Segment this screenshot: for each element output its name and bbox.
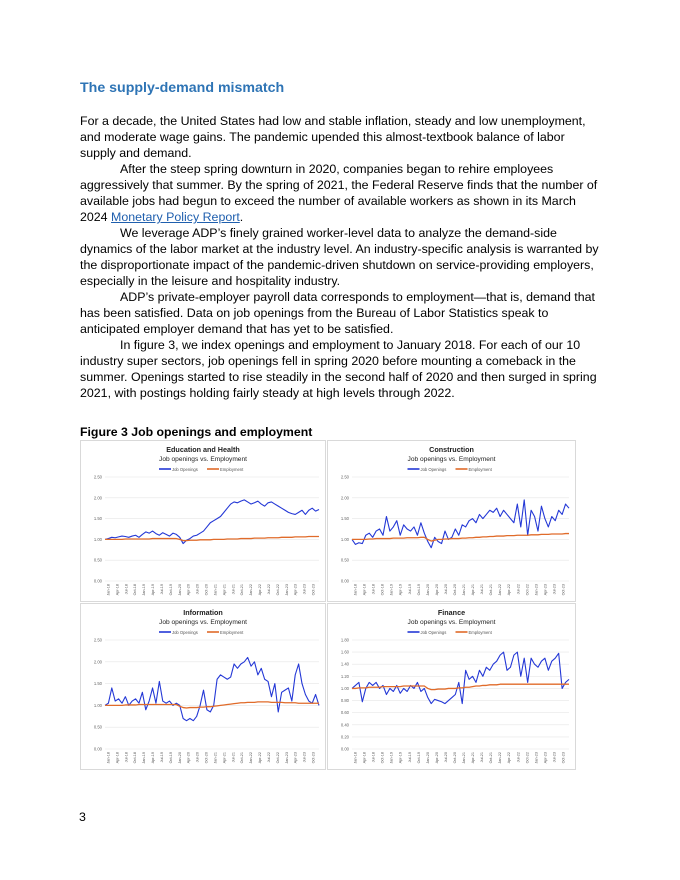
y-tick-label: 1.50 (340, 516, 349, 522)
x-tick-label: Jul-22 (516, 751, 521, 763)
legend-label-employment: Employment (468, 629, 492, 635)
series-line-employment (105, 536, 319, 540)
x-tick-label: Jan-21 (462, 751, 467, 764)
chart-title: Information (183, 608, 223, 617)
x-tick-label: Jul-23 (302, 584, 307, 595)
x-tick-label: Apr-23 (293, 584, 298, 596)
legend-label-employment: Employment (468, 466, 492, 472)
chart-finance (327, 603, 576, 770)
x-tick-label: Jul-20 (195, 752, 200, 763)
x-tick-label: Apr-21 (222, 752, 227, 764)
x-tick-label: Jan-18 (353, 751, 358, 764)
x-tick-label: Jul-18 (371, 751, 376, 763)
x-tick-label: Jan-18 (106, 584, 111, 596)
y-tick-label: 1.80 (340, 637, 349, 643)
x-tick-label: Jul-21 (480, 583, 485, 595)
x-tick-label: Oct-18 (133, 584, 138, 596)
y-tick-label: 2.50 (93, 474, 102, 480)
x-tick-label: Jul-22 (516, 583, 521, 595)
x-tick-label: Oct-20 (204, 751, 209, 764)
x-tick-label: Jan-20 (425, 751, 430, 764)
x-tick-label: Apr-20 (434, 584, 439, 596)
y-tick-label: 1.50 (93, 516, 102, 522)
x-tick-label: Apr-23 (543, 584, 548, 596)
series-line-employment (352, 534, 569, 541)
legend-label-openings: Job Openings (172, 629, 198, 635)
x-tick-label: Oct-20 (204, 583, 209, 596)
paragraph-2 (80, 161, 600, 225)
chart-subtitle: Job openings vs. Employment (159, 619, 247, 626)
x-tick-label: Jan-23 (534, 751, 539, 764)
chart-subtitle: Job openings vs. Employment (407, 619, 496, 626)
x-tick-label: Jan-22 (498, 584, 503, 596)
series-line-openings (352, 500, 569, 548)
x-tick-label: Oct-22 (275, 584, 280, 596)
x-tick-label: Jan-23 (284, 751, 289, 764)
y-tick-label: 2.50 (340, 474, 349, 480)
chart-title: Education and Health (166, 445, 240, 454)
legend-label-employment: Employment (220, 466, 244, 472)
x-tick-label: Oct-19 (168, 584, 173, 596)
y-tick-label: 1.40 (340, 661, 349, 667)
page-number: 3 (79, 810, 86, 824)
x-tick-label: Jul-20 (443, 584, 448, 595)
x-tick-label: Oct-23 (561, 584, 566, 596)
x-tick-label: Oct-19 (168, 752, 173, 764)
x-tick-label: Apr-22 (258, 751, 263, 764)
x-tick-label: Jul-19 (159, 584, 164, 595)
figure-caption: Figure 3 Job openings and employment (80, 425, 313, 439)
x-tick-label: Jan-20 (425, 583, 430, 596)
x-tick-label: Jan-20 (177, 583, 182, 596)
x-tick-label: Apr-23 (293, 752, 298, 764)
paragraph-2-text: After the steep spring downturn in 2020, companies began to rehire employees aggressively that summer. By the spring of 2021, the Federal Reserve finds that the number of available jobs had begun to exceed the number of available workers as shown in its March 2024 (80, 162, 598, 224)
x-tick-label: Apr-22 (507, 584, 512, 596)
x-tick-label: Apr-18 (115, 752, 120, 764)
y-tick-label: 2.00 (340, 495, 349, 501)
y-tick-label: 0.50 (93, 557, 102, 563)
x-tick-label: Apr-20 (434, 752, 439, 764)
x-tick-label: Jan-23 (284, 583, 289, 596)
x-tick-label: Oct-21 (240, 752, 245, 764)
x-tick-label: Jan-22 (249, 584, 254, 596)
y-tick-label: 1.00 (93, 702, 102, 708)
x-tick-label: Jul-21 (480, 751, 485, 763)
x-tick-label: Oct-22 (275, 752, 280, 764)
y-tick-label: 1.60 (340, 649, 349, 655)
x-tick-label: Oct-20 (452, 584, 457, 596)
x-tick-label: Jul-23 (302, 752, 307, 763)
x-tick-label: Apr-19 (398, 752, 403, 764)
x-tick-label: Jul-18 (371, 583, 376, 595)
x-tick-label: Oct-19 (416, 583, 421, 596)
x-tick-label: Oct-21 (240, 584, 245, 596)
x-tick-label: Apr-18 (362, 583, 367, 596)
x-tick-label: Apr-22 (507, 752, 512, 764)
monetary-policy-report-link[interactable]: Monetary Policy Report (111, 210, 240, 224)
chart-finance-svg (328, 604, 575, 769)
x-tick-label: Jan-19 (142, 752, 147, 764)
chart-education-health (80, 440, 326, 602)
x-tick-label: Jul-20 (443, 752, 448, 763)
x-tick-label: Apr-18 (115, 584, 120, 596)
legend-label-employment: Employment (220, 629, 244, 635)
x-tick-label: Apr-19 (151, 751, 156, 764)
x-tick-label: Oct-19 (416, 751, 421, 764)
y-tick-label: 0.50 (93, 724, 102, 730)
x-tick-label: Jan-21 (462, 583, 467, 596)
y-tick-label: 0.00 (340, 746, 349, 752)
chart-information (80, 603, 326, 770)
x-tick-label: Oct-22 (525, 751, 530, 764)
y-tick-label: 0.20 (340, 734, 349, 740)
x-tick-label: Jul-19 (407, 583, 412, 595)
x-tick-label: Jan-18 (353, 583, 358, 596)
x-tick-label: Oct-21 (489, 752, 494, 764)
x-tick-label: Apr-19 (398, 584, 403, 596)
series-line-openings (105, 657, 319, 720)
x-tick-label: Apr-23 (543, 752, 548, 764)
x-tick-label: Jul-23 (552, 752, 557, 763)
x-tick-label: Oct-18 (380, 584, 385, 596)
chart-title: Construction (429, 445, 474, 454)
paragraph-3: We leverage ADP’s finely grained worker-level data to analyze the demand-side dynamics of the labor market at the industry level. An industry-specific analysis is warranted by the disproportionate impact of the pandemic-driven shutdown on service-providing employers, especially in the leisure and hospitality industry. (80, 226, 599, 288)
x-tick-label: Jan-19 (389, 752, 394, 764)
x-tick-label: Oct-23 (561, 752, 566, 764)
x-tick-label: Oct-18 (380, 752, 385, 764)
x-tick-label: Jul-21 (231, 583, 236, 595)
y-tick-label: 0.50 (340, 557, 349, 563)
x-tick-label: Jan-19 (389, 584, 394, 596)
paragraph-1: For a decade, the United States had low and stable inflation, steady and low unemployment, and moderate wage gains. The pandemic upended this almost-textbook balance of labor supply and demand. (80, 114, 586, 160)
y-tick-label: 1.00 (340, 536, 349, 542)
chart-construction (327, 440, 576, 602)
y-tick-label: 0.60 (340, 710, 349, 716)
x-tick-label: Oct-23 (311, 751, 316, 764)
y-tick-label: 2.50 (93, 637, 102, 643)
y-tick-label: 2.00 (93, 659, 102, 665)
x-tick-label: Oct-20 (452, 752, 457, 764)
y-tick-label: 0.00 (340, 578, 349, 584)
x-tick-label: Jul-21 (231, 751, 236, 763)
y-tick-label: 0.00 (93, 746, 102, 752)
x-tick-label: Jan-23 (534, 583, 539, 596)
x-tick-label: Apr-21 (222, 584, 227, 596)
x-tick-label: Jul-19 (159, 752, 164, 763)
y-tick-label: 2.00 (93, 495, 102, 501)
y-tick-label: 0.80 (340, 698, 349, 704)
y-tick-label: 1.20 (340, 673, 349, 679)
x-tick-label: Jan-21 (213, 584, 218, 596)
legend-label-openings: Job Openings (420, 629, 447, 635)
x-tick-label: Oct-18 (133, 752, 138, 764)
chart-subtitle: Job openings vs. Employment (159, 456, 247, 463)
y-tick-label: 1.50 (93, 681, 102, 687)
x-tick-label: Jan-22 (249, 752, 254, 764)
chart-construction-svg (328, 441, 575, 601)
x-tick-label: Jan-19 (142, 584, 147, 596)
x-tick-label: Oct-22 (525, 583, 530, 596)
x-tick-label: Jul-22 (266, 584, 271, 595)
chart-title: Finance (437, 608, 466, 617)
x-tick-label: Jan-20 (177, 751, 182, 764)
paragraph-2-end: . (239, 210, 244, 224)
x-tick-label: Jul-23 (552, 584, 557, 595)
x-tick-label: Jan-18 (106, 752, 111, 764)
x-tick-label: Apr-22 (258, 583, 263, 596)
x-tick-label: Jul-19 (407, 751, 412, 763)
legend-label-openings: Job Openings (420, 466, 447, 472)
paragraph-5: In figure 3, we index openings and employment to January 2018. For each of our 10 industry super sectors, job openings fell in spring 2020 before mounting a comeback in the summer. Openings started to rise steadily in the second half of 2020 and then surged in spring 2021, with postings holding fairly steady at high levels through 2022. (80, 338, 597, 400)
body-text (80, 113, 600, 401)
chart-education-health-svg (81, 441, 325, 601)
y-tick-label: 1.00 (93, 536, 102, 542)
x-tick-label: Apr-19 (151, 583, 156, 596)
x-tick-label: Oct-23 (311, 583, 316, 596)
series-line-openings (352, 652, 569, 703)
y-tick-label: 0.40 (340, 722, 349, 728)
x-tick-label: Jul-22 (266, 752, 271, 763)
x-tick-label: Apr-21 (471, 583, 476, 596)
y-tick-label: 0.00 (93, 578, 102, 584)
x-tick-label: Apr-20 (186, 752, 191, 764)
x-tick-label: Jan-22 (498, 752, 503, 764)
x-tick-label: Apr-18 (362, 751, 367, 764)
legend-label-openings: Job Openings (172, 466, 198, 472)
x-tick-label: Jan-21 (213, 752, 218, 764)
x-tick-label: Jul-18 (124, 751, 129, 763)
chart-subtitle: Job openings vs. Employment (407, 456, 496, 463)
x-tick-label: Jul-20 (195, 584, 200, 595)
x-tick-label: Jul-18 (124, 583, 129, 595)
x-tick-label: Apr-20 (186, 584, 191, 596)
x-tick-label: Apr-21 (471, 751, 476, 764)
paragraph-4: ADP’s private-employer payroll data corresponds to employment—that is, demand that has been satisfied. Data on job openings from the Bureau of Labor Statistics speak to anticipated employer demand that has yet to be satisfied. (80, 290, 595, 336)
x-tick-label: Oct-21 (489, 584, 494, 596)
section-heading: The supply-demand mismatch (80, 80, 285, 96)
chart-information-svg (81, 604, 325, 769)
y-tick-label: 1.00 (340, 685, 349, 691)
series-line-employment (105, 702, 319, 708)
